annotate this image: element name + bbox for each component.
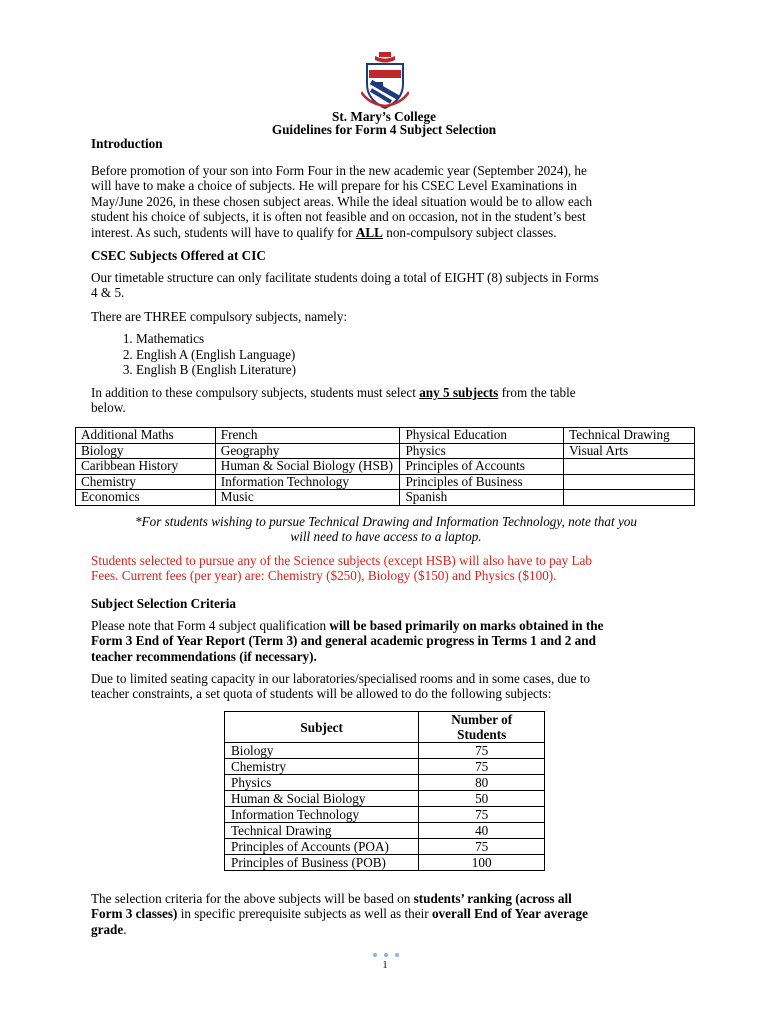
quota-paragraph: Due to limited seating capacity in our laboratories/specialised rooms and in some cases, due to teacher constraints, a set quota of students will be allowed to do the following subjects: — [91, 671, 591, 702]
subject-cell: Technical Drawing — [564, 428, 695, 444]
table-row — [225, 823, 545, 839]
all-emphasis: ALL — [355, 224, 383, 240]
table-row — [225, 759, 545, 775]
subject-cell: Geography — [215, 443, 400, 459]
eight-subjects-paragraph: Our timetable structure can only facilitate students doing a total of EIGHT (8) subjects in Forms 4 & 5. — [91, 270, 599, 301]
subject-cell: Music — [215, 490, 400, 506]
quota-subject-cell: Human & Social Biology — [225, 791, 419, 807]
subject-cell: Principles of Business — [400, 474, 564, 490]
school-name: St. Mary’s College — [332, 109, 436, 124]
table-row — [225, 791, 545, 807]
intro-heading: Introduction — [91, 136, 163, 151]
quota-count-cell: 75 — [419, 807, 545, 823]
list-item: 3. English B (English Literature) — [136, 362, 296, 378]
subject-cell — [564, 459, 695, 475]
compulsory-list — [112, 331, 296, 378]
quota-subject-cell: Principles of Business (POB) — [225, 855, 419, 871]
csec-heading: CSEC Subjects Offered at CIC — [91, 248, 266, 263]
table-row — [225, 855, 545, 871]
table-row — [225, 839, 545, 855]
table-row — [76, 490, 695, 506]
quota-header-subject: Subject — [225, 712, 419, 743]
quota-count-cell: 50 — [419, 791, 545, 807]
subject-cell: French — [215, 428, 400, 444]
criteria-paragraph: Please note that Form 4 subject qualification will be based primarily on marks obtained in the Form 3 End of Year Report (Term 3) and general academic progress in Terms 1 and 2 and teacher recommendations (if necessary). — [91, 618, 604, 664]
table-row — [76, 459, 695, 475]
school-crest-icon — [361, 52, 409, 110]
subject-cell: Chemistry — [76, 474, 216, 490]
quota-subject-cell: Chemistry — [225, 759, 419, 775]
intro-line: interest. As such, students will have to qualify for ALL non-compulsory subject classes. — [91, 224, 557, 240]
list-item: 1. Mathematics — [136, 331, 296, 347]
document-title: Guidelines for Form 4 Subject Selection — [271, 122, 497, 137]
quota-count-cell: 75 — [419, 743, 545, 759]
subject-cell: Spanish — [400, 490, 564, 506]
quota-count-cell: 75 — [419, 759, 545, 775]
closing-paragraph: The selection criteria for the above subjects will be based on students’ ranking (across all Form 3 classes) in specific prerequisite subjects as well as their overall End of Year average grade. — [91, 891, 588, 937]
subject-cell: Information Technology — [215, 474, 400, 490]
quota-subject-cell: Physics — [225, 775, 419, 791]
intro-line: will have to make a choice of subjects. He will prepare for his CSEC Level Examinations in — [91, 178, 577, 194]
intro-line: Before promotion of your son into Form Four in the new academic year (September 2024), he — [91, 163, 587, 178]
quota-count-cell: 80 — [419, 775, 545, 791]
quota-count-cell: 75 — [419, 839, 545, 855]
subject-cell: Economics — [76, 490, 216, 506]
intro-line: May/June 2026, in these chosen subject areas. While the ideal situation would be to allow each — [91, 193, 593, 209]
quota-table — [224, 711, 545, 871]
laptop-note: *For students wishing to pursue Technical Drawing and Information Technology, note that you will need to have access to a laptop. — [135, 514, 637, 545]
quota-subject-cell: Technical Drawing — [225, 823, 419, 839]
subject-cell: Physical Education — [400, 428, 564, 444]
page-number: 1 — [382, 960, 388, 971]
intro-line: student his choice of subjects, it is often not feasible and on occasion, not in the student’s best — [91, 209, 586, 225]
intro-paragraph — [91, 163, 691, 240]
subject-cell: Additional Maths — [76, 428, 216, 444]
table-row — [76, 443, 695, 459]
criteria-heading: Subject Selection Criteria — [91, 596, 237, 611]
subject-cell: Human & Social Biology (HSB) — [215, 459, 400, 475]
quota-subject-cell: Information Technology — [225, 807, 419, 823]
subject-cell: Principles of Accounts — [400, 459, 564, 475]
quota-header-count: Number of Students — [419, 712, 545, 743]
subject-cell — [564, 474, 695, 490]
any-five-emphasis: any 5 subjects — [419, 385, 499, 400]
compulsory-intro: There are THREE compulsory subjects, namely: — [91, 309, 348, 324]
table-row — [225, 743, 545, 759]
subject-cell: Biology — [76, 443, 216, 459]
table-row — [225, 775, 545, 791]
subject-cell: Physics — [400, 443, 564, 459]
table-row — [76, 428, 695, 444]
subject-cell — [564, 490, 695, 506]
subjects-table — [75, 427, 695, 506]
list-item: 2. English A (English Language) — [136, 347, 296, 363]
quota-count-cell: 40 — [419, 823, 545, 839]
subject-cell: Caribbean History — [76, 459, 216, 475]
lab-fees-paragraph: Students selected to pursue any of the Science subjects (except HSB) will also have to pay Lab Fees. Current fees (per year) are: Chemistry ($250), Biology ($150) and Physics ($100). — [91, 553, 592, 584]
select-five-paragraph: In addition to these compulsory subjects, students must select any 5 subjects from the table below. — [91, 385, 576, 416]
table-row — [225, 807, 545, 823]
subject-cell: Visual Arts — [564, 443, 695, 459]
quota-subject-cell: Biology — [225, 743, 419, 759]
quota-subject-cell: Principles of Accounts (POA) — [225, 839, 419, 855]
quota-count-cell: 100 — [419, 855, 545, 871]
table-row — [76, 474, 695, 490]
